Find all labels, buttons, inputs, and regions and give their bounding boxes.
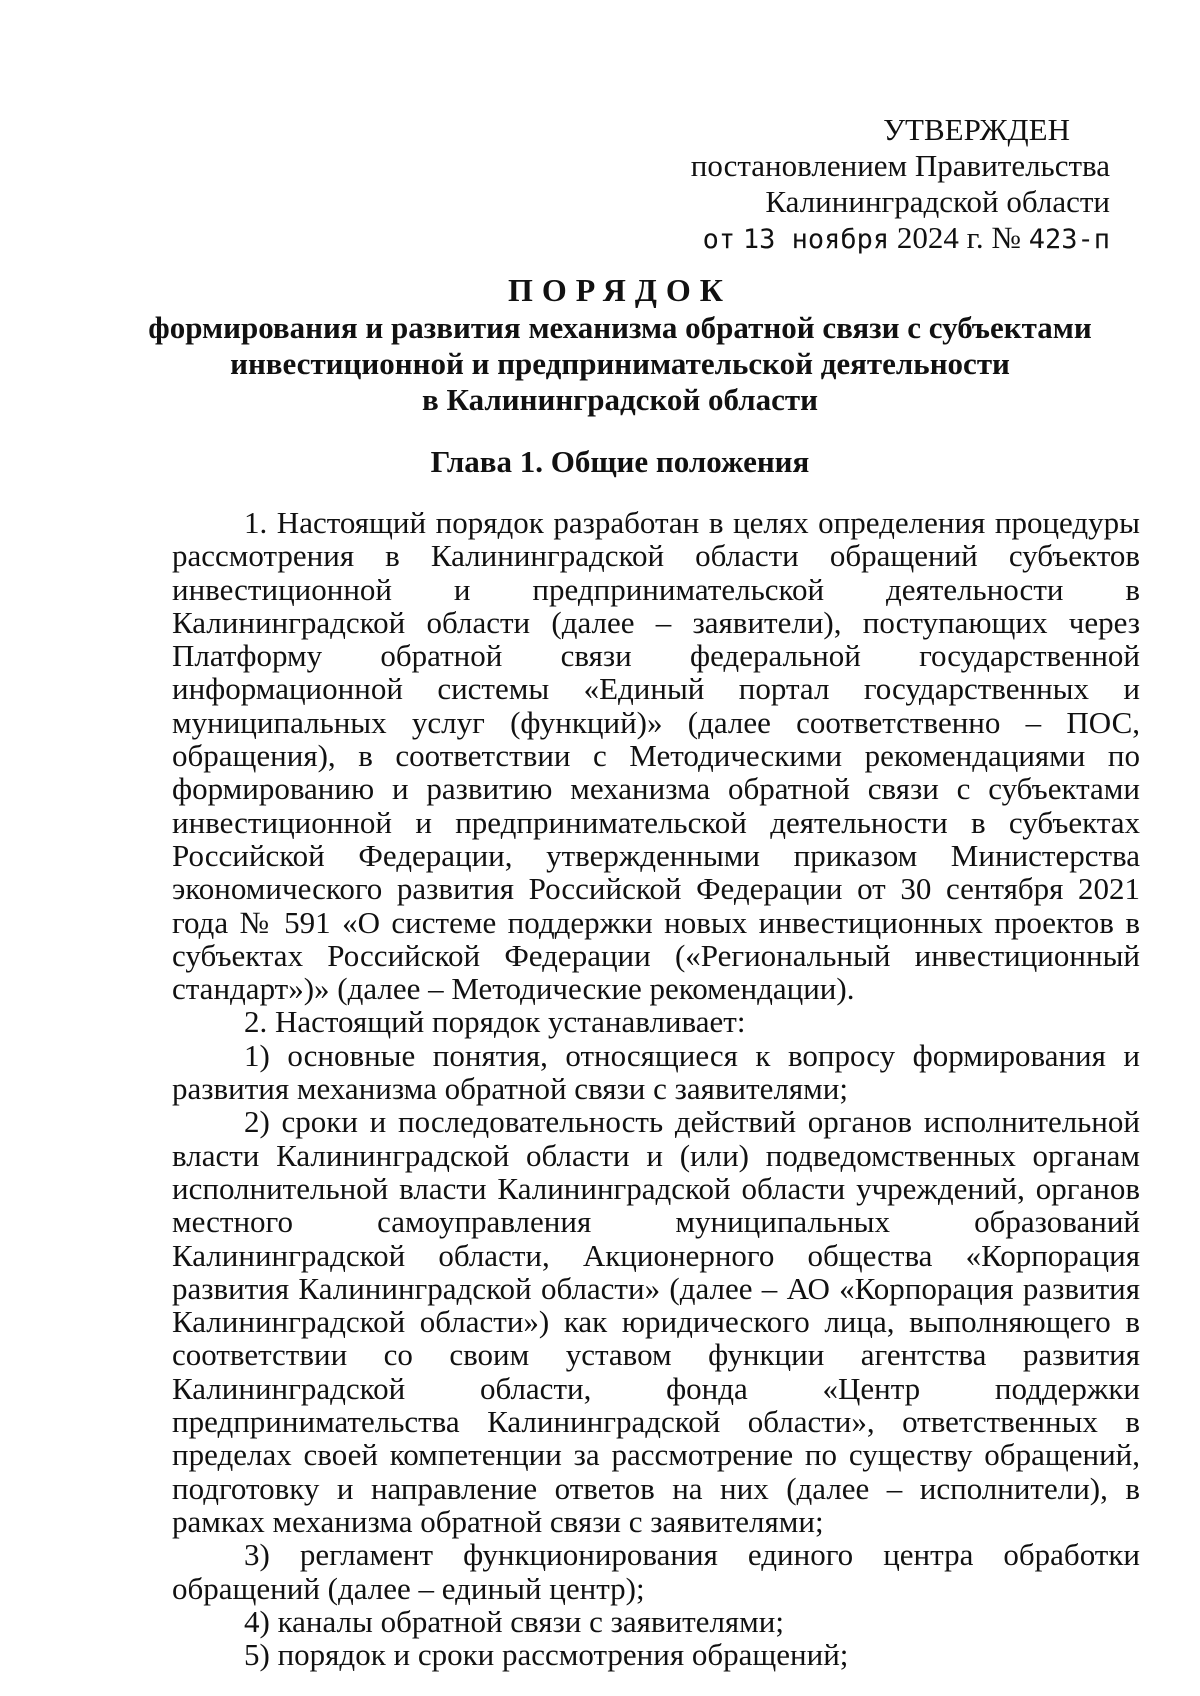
title-line-3: в Калининградской области — [422, 382, 818, 417]
document-body — [172, 506, 1140, 1671]
document-title — [130, 272, 1110, 418]
title-main: ПОРЯДОК — [508, 272, 732, 308]
approval-stamp — [630, 112, 1110, 258]
list-item-4: 4) каналы обратной связи с заявителями; — [244, 1603, 784, 1639]
approval-date-prefix: от — [702, 224, 736, 255]
chapter-heading: Глава 1. Общие положения — [430, 444, 810, 479]
approval-authority: постановлением Правительства — [690, 148, 1110, 183]
list-item-2: 2) сроки и последовательность действий органов исполнительной власти Калининградской области и (или) подведомственных органам исполнительной власти Калининградской области учреждений, органов местного самоуправления муниципальных образований Калининградской области, Акционерного общества «Корпорация развития Калининградской области» (далее – АО «Корпорация развития Калининградской области») как юридического лица, выполняющего в соответствии со своим уставом функции агентства развития Калининградской области, фонда «Центр поддержки предпринимательства Калининградской области», ответственных в пределах своей компетенции за рассмотрение по существу обращений, подготовку и направление ответов на них (далее – исполнители), в рамках механизма обратной связи с заявителями; — [172, 1104, 1140, 1539]
approval-year: 2024 г. № — [896, 220, 1021, 255]
approval-number: 423-п — [1028, 224, 1110, 255]
title-line-1: формирования и развития механизма обратной связи с субъектами — [148, 310, 1092, 345]
approval-date-value: 13 ноября — [742, 224, 890, 255]
approval-date-line — [630, 220, 1110, 258]
list-item-1: 1) основные понятия, относящиеся к вопросу формирования и развития механизма обратной связи с заявителями; — [172, 1037, 1140, 1107]
paragraph-2: 2. Настоящий порядок устанавливает: — [244, 1004, 746, 1040]
title-line-2: инвестиционной и предпринимательской деятельности — [230, 346, 1010, 381]
list-item-5: 5) порядок и сроки рассмотрения обращений; — [244, 1637, 849, 1673]
approval-region: Калининградской области — [765, 184, 1110, 219]
list-item-3: 3) регламент функционирования единого центра обработки обращений (далее – единый центр); — [172, 1537, 1140, 1606]
paragraph-1: 1. Настоящий порядок разработан в целях определения процедуры рассмотрения в Калининградской области обращений субъектов инвестиционной и предпринимательской деятельности в Калининградской области (далее – заявители), поступающих через Платформу обратной связи федеральной государственной информационной системы «Единый портал государственных и муниципальных услуг (функций)» (далее соответственно – ПОС, обращения), в соответствии с Методическими рекомендациями по формированию и развитию механизма обратной связи с субъектами инвестиционной и предпринимательской деятельности в субъектах Российской Федерации, утвержденными приказом Министерства экономического развития Российской Федерации от 30 сентября 2021 года № 591 «О системе поддержки новых инвестиционных проектов в субъектах Российской Федерации («Региональный инвестиционный стандарт»)» (далее – Методические рекомендации). — [172, 505, 1140, 1007]
approval-heading: УТВЕРЖДЕН — [883, 112, 1070, 147]
